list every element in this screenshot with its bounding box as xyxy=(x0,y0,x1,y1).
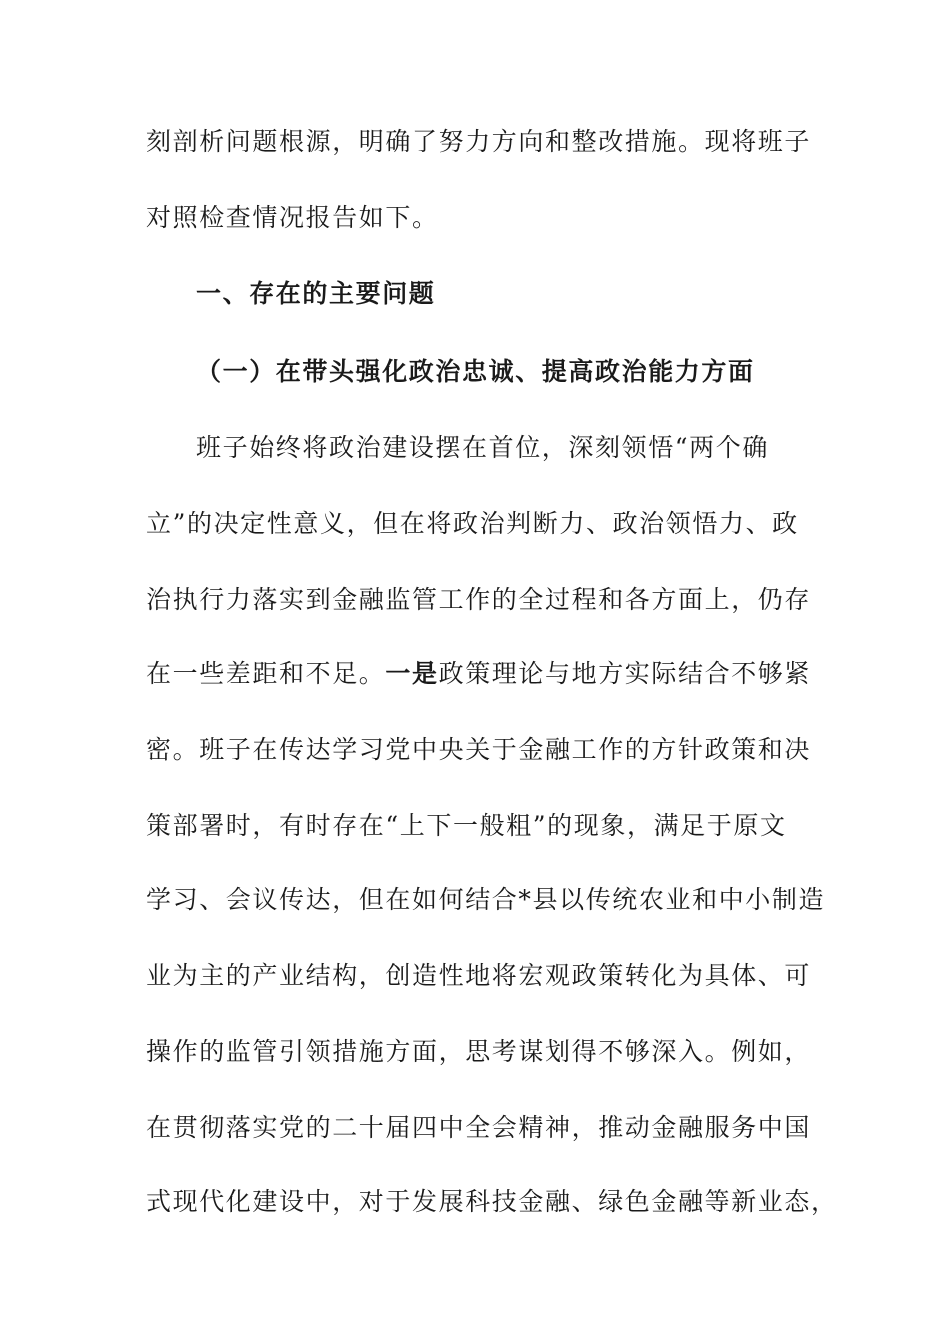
paragraph-line-8: 策部署时，有时存在“上下一般粗”的现象，满足于原文 xyxy=(146,811,787,840)
paragraph-line-13: 式现代化建设中，对于发展科技金融、绿色金融等新业态， xyxy=(146,1187,838,1216)
paragraph-line-11: 操作的监管引领措施方面，思考谋划得不够深入。例如， xyxy=(146,1037,812,1066)
section-heading: 一、存在的主要问题 xyxy=(196,279,436,308)
paragraph-line-4: 立”的决定性意义，但在将政治判断力、政治领悟力、政 xyxy=(146,509,799,538)
paragraph-line-1: 刻剖析问题根源，明确了努力方向和整改措施。现将班子 xyxy=(146,127,812,156)
paragraph-line-10: 业为主的产业结构，创造性地将宏观政策转化为具体、可 xyxy=(146,961,812,990)
paragraph-line-6 xyxy=(146,657,812,691)
emphasis-label: 一是 xyxy=(385,659,439,688)
paragraph-text: 政策理论与地方实际结合不够紧 xyxy=(438,659,812,688)
paragraph-line-2: 对照检查情况报告如下。 xyxy=(146,203,439,232)
paragraph-line-5: 治执行力落实到金融监管工作的全过程和各方面上，仍存 xyxy=(146,585,812,614)
paragraph-line-9: 学习、会议传达，但在如何结合*县以传统农业和中小制造 xyxy=(146,885,826,914)
paragraph-text: 在一些差距和不足。 xyxy=(146,659,386,688)
paragraph-line-12: 在贯彻落实党的二十届四中全会精神，推动金融服务中国 xyxy=(146,1113,812,1142)
subsection-heading: （一）在带头强化政治忠诚、提高政治能力方面 xyxy=(196,357,755,386)
paragraph-line-7: 密。班子在传达学习党中央关于金融工作的方针政策和决 xyxy=(146,735,812,764)
paragraph-line-3: 班子始终将政治建设摆在首位，深刻领悟“两个确 xyxy=(196,433,769,462)
